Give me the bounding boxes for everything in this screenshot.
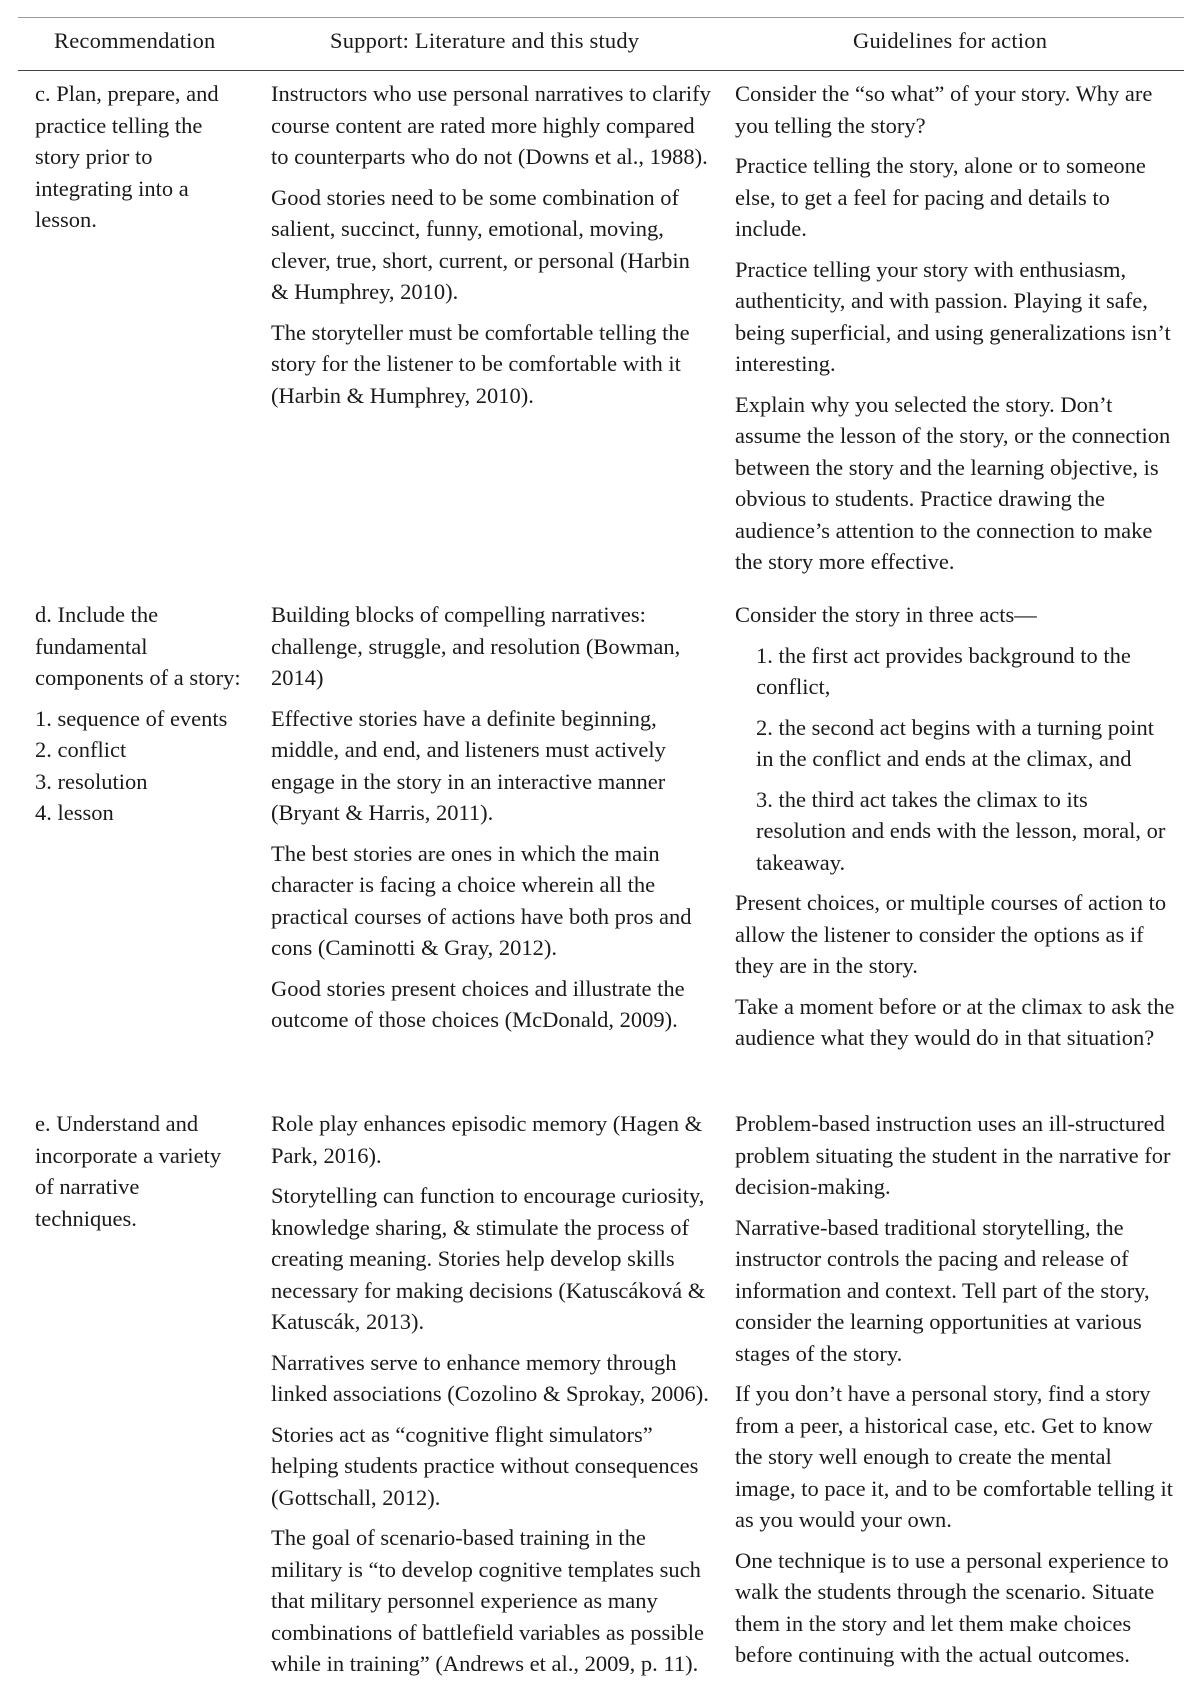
recommendation-text: e. Understand and incorporate a variety of narrative techniques. [35, 1111, 222, 1231]
guideline-paragraph: Narrative-based traditional storytelling, the instructor controls the pacing and release of information and context. Tell part of the story, consider the learning opportunities at various stages of the story. [735, 1214, 1150, 1366]
guideline-act: 3. the third act takes the climax to its resolution and ends with the lesson, moral, or takeaway. [756, 786, 1166, 875]
row-c-recommendation [35, 78, 245, 236]
guideline-paragraph: Present choices, or multiple courses of action to allow the listener to consider the options as if they are in the story. [735, 890, 1167, 978]
guideline-paragraph: Explain why you selected the story. Don’t assume the lesson of the story, or the connection between the story and the learning objective, is obvious to students. Practice drawing the audience’s attention to the connection to make the story more effective. [735, 391, 1171, 574]
row-e-support [271, 1108, 711, 1689]
support-paragraph: Good stories need to be some combination of salient, succinct, funny, emotional, moving, clever, true, short, current, or personal (Harbin & Humphrey, 2010). [271, 184, 690, 304]
table-header-rule [18, 70, 1184, 71]
component-item: 4. lesson [35, 800, 114, 825]
support-paragraph: Instructors who use personal narratives to clarify course content are rated more highly compared to counterparts who do not (Downs et al., 1988). [271, 81, 711, 169]
support-paragraph: Effective stories have a definite beginning, middle, and end, and listeners must actively engage in the story in an interactive manner (Bryant & Harris, 2011). [271, 705, 666, 825]
table-top-rule [18, 17, 1184, 18]
row-d-guidelines [735, 599, 1175, 1063]
header-recommendation: Recommendation [54, 28, 216, 53]
support-paragraph: The best stories are ones in which the main character is facing a choice wherein all the practical courses of actions have both pros and cons (Caminotti & Gray, 2012). [271, 840, 692, 960]
row-d-recommendation [35, 599, 245, 829]
row-c-guidelines [735, 78, 1175, 587]
row-e-guidelines [735, 1108, 1175, 1680]
guideline-paragraph: Take a moment before or at the climax to ask the audience what they would do in that situation? [735, 993, 1175, 1050]
support-paragraph: Building blocks of compelling narratives: challenge, struggle, and resolution (Bowman, 2014) [271, 602, 681, 690]
support-paragraph: The storyteller must be comfortable telling the story for the listener to be comfortable with it (Harbin & Humphrey, 2010). [271, 319, 690, 408]
guideline-intro: Consider the story in three acts— [735, 602, 1037, 627]
support-paragraph: Stories act as “cognitive flight simulators” helping students practice without consequences (Gottschall, 2012). [271, 1421, 699, 1510]
recommendation-text: d. Include the fundamental components of a story: [35, 602, 241, 690]
support-paragraph: Storytelling can function to encourage curiosity, knowledge sharing, & stimulate the process of creating meaning. Stories help develop skills necessary for making decisions (Katuscáková & Katuscák, 2013). [271, 1183, 706, 1334]
row-c-support [271, 78, 711, 420]
support-paragraph: The goal of scenario-based training in the military is “to develop cognitive templates such that military personnel experience as many combinations of battlefield variables as possible while in training” (Andrews et al., 2009, p. 11). [271, 1525, 705, 1676]
row-d-support [271, 599, 711, 1045]
component-item: 1. sequence of events [35, 705, 228, 731]
guideline-paragraph: Practice telling the story, alone or to someone else, to get a feel for pacing and details to include. [735, 153, 1146, 241]
header-support: Support: Literature and this study [330, 28, 640, 53]
recommendation-text: c. Plan, prepare, and practice telling the story prior to integrating into a lesson. [35, 81, 219, 232]
guideline-paragraph: If you don’t have a personal story, find a story from a peer, a historical case, etc. Get to know the story well enough to create the mental image, to pace it, and to be comfortable telling it as you would your own. [735, 1381, 1173, 1532]
support-paragraph: Narratives serve to enhance memory through linked associations (Cozolino & Sprokay, 2006). [271, 1349, 709, 1406]
component-item: 3. resolution [35, 768, 148, 794]
guideline-paragraph: One technique is to use a personal experience to walk the students through the scenario. Situate them in the story and let them make choices before continuing with the actual outcomes. [735, 1547, 1169, 1667]
guideline-paragraph: Consider the “so what” of your story. Why are you telling the story? [735, 81, 1153, 138]
support-paragraph: Good stories present choices and illustrate the outcome of those choices (McDonald, 2009). [271, 975, 685, 1032]
header-guidelines: Guidelines for action [853, 28, 1048, 53]
guideline-paragraph: Problem-based instruction uses an ill-structured problem situating the student in the narrative for decision-making. [735, 1111, 1171, 1199]
guideline-act: 1. the first act provides background to the conflict, [756, 642, 1131, 699]
guideline-paragraph: Practice telling your story with enthusiasm, authenticity, and with passion. Playing it safe, being superficial, and using generalizations isn’t interesting. [735, 256, 1171, 376]
row-e-recommendation [35, 1108, 245, 1234]
support-paragraph: Role play enhances episodic memory (Hagen & Park, 2016). [271, 1111, 703, 1168]
component-item: 2. conflict [35, 737, 127, 762]
guideline-act: 2. the second act begins with a turning point in the conflict and ends at the climax, and [756, 714, 1155, 771]
